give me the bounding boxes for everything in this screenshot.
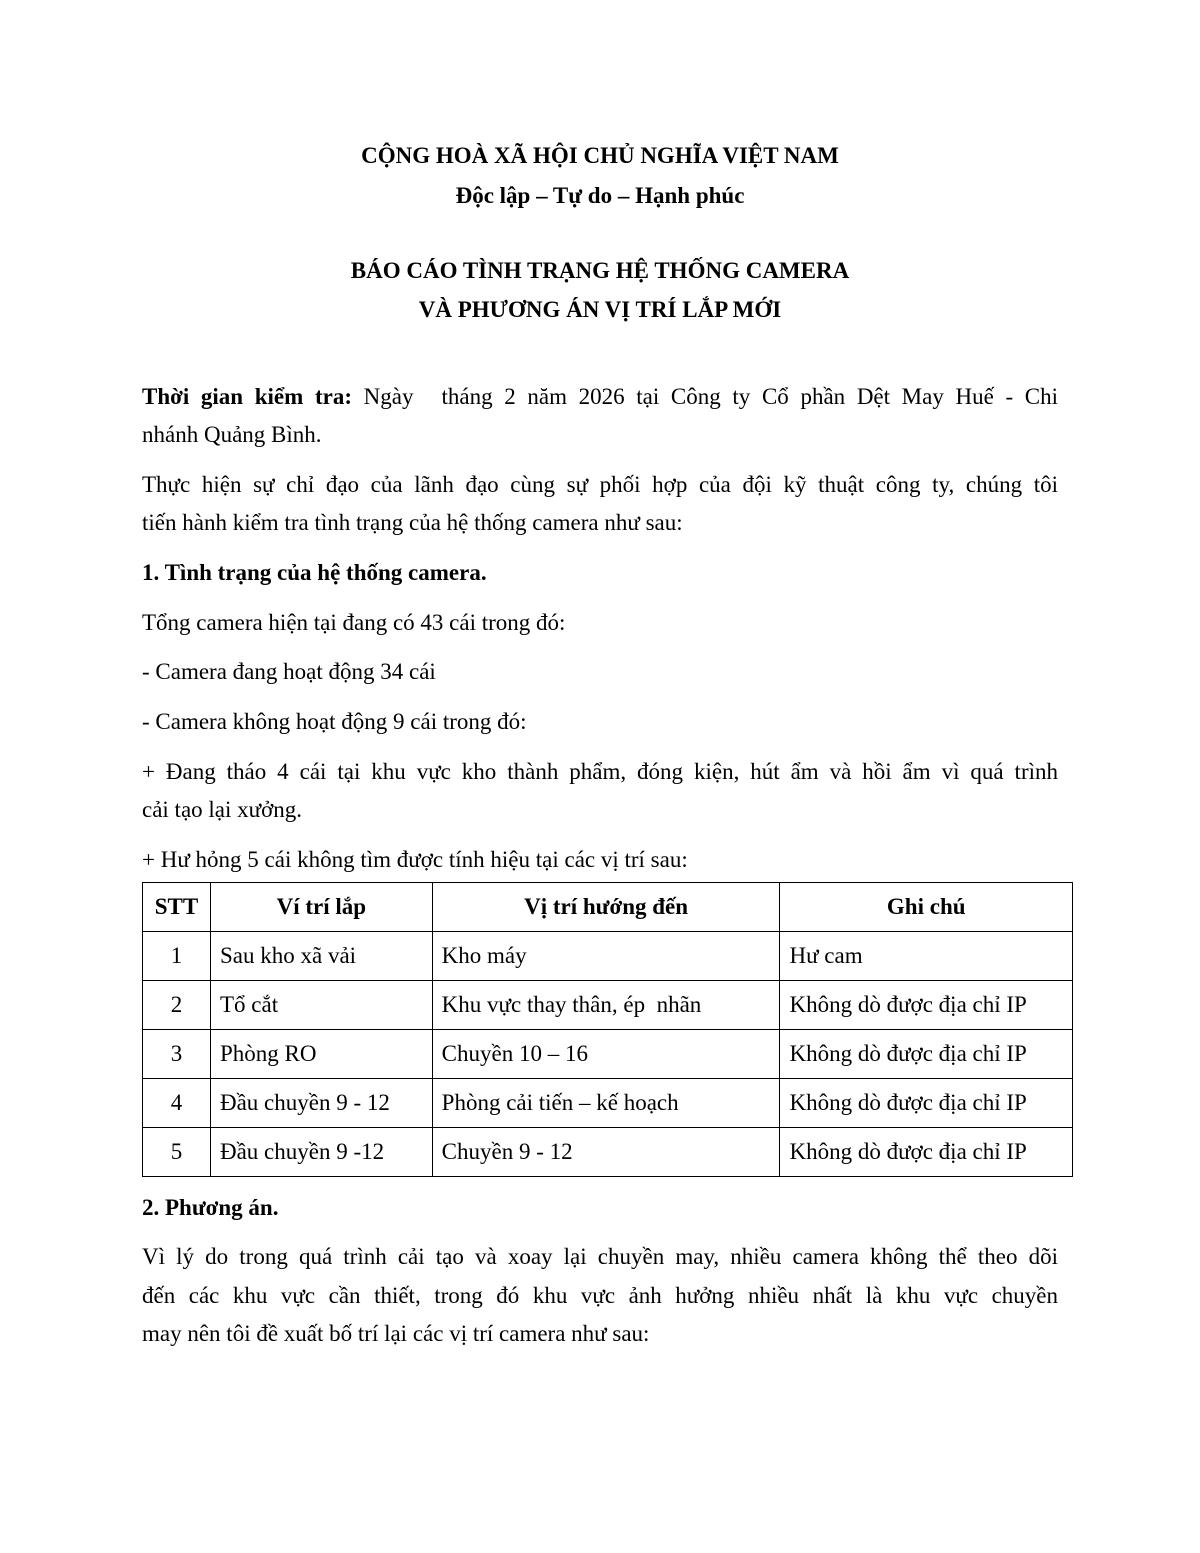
camera-total: Tổng camera hiện tại đang có 43 cái trong đó: xyxy=(142,610,566,635)
report-title-line-2: VÀ PHƯƠNG ÁN VỊ TRÍ LẮP MỚI xyxy=(418,297,782,322)
cell-stt: 1 xyxy=(143,932,211,981)
header-stt: STT xyxy=(143,883,211,932)
cell-note: Không dò được địa chỉ IP xyxy=(780,981,1073,1030)
inspection-label: Thời gian kiểm tra: xyxy=(142,384,352,409)
cell-install-location: Tổ cắt xyxy=(210,981,432,1030)
inspection-line-1 xyxy=(142,378,1058,416)
cell-stt: 2 xyxy=(143,981,211,1030)
national-title: CỘNG HOÀ XÃ HỘI CHỦ NGHĨA VIỆT NAM xyxy=(361,143,839,168)
inspection-line-2: nhánh Quảng Bình. xyxy=(142,422,322,447)
cell-target-location: Phòng cải tiến – kế hoạch xyxy=(432,1079,780,1128)
camera-inactive: - Camera không hoạt động 9 cái trong đó: xyxy=(142,709,527,734)
cell-target-location: Chuyền 9 - 12 xyxy=(432,1128,780,1177)
national-motto: Độc lập – Tự do – Hạnh phúc xyxy=(455,183,745,208)
cell-stt: 3 xyxy=(143,1030,211,1079)
cell-target-location: Kho máy xyxy=(432,932,780,981)
cell-install-location: Phòng RO xyxy=(210,1030,432,1079)
plan-line-3: may nên tôi đề xuất bố trí lại các vị trí camera như sau: xyxy=(142,1321,650,1346)
table-row xyxy=(143,1079,1073,1128)
plan-line-1: Vì lý do trong quá trình cải tạo và xoay lại chuyền may, nhiều camera không thể theo dõi xyxy=(142,1244,1058,1269)
cell-target-location: Khu vực thay thân, ép nhãn xyxy=(432,981,780,1030)
table-header-row xyxy=(143,883,1073,932)
table-row xyxy=(143,1128,1073,1177)
header-note: Ghi chú xyxy=(780,883,1073,932)
cell-stt: 5 xyxy=(143,1128,211,1177)
camera-removed-line-1: + Đang tháo 4 cái tại khu vực kho thành phẩm, đóng kiện, hút ẩm và hồi ẩm vì quá trình xyxy=(142,759,1058,784)
camera-removed-line-2: cải tạo lại xưởng. xyxy=(142,797,303,822)
section-1-heading: 1. Tình trạng của hệ thống camera. xyxy=(142,560,487,585)
header-target-location: Vị trí hướng đến xyxy=(432,883,780,932)
cell-install-location: Đầu chuyền 9 - 12 xyxy=(210,1079,432,1128)
table-row xyxy=(143,1030,1073,1079)
cell-note: Không dò được địa chỉ IP xyxy=(780,1128,1073,1177)
report-title-line-1: BÁO CÁO TÌNH TRẠNG HỆ THỐNG CAMERA xyxy=(350,258,850,283)
camera-broken: + Hư hỏng 5 cái không tìm được tính hiệu tại các vị trí sau: xyxy=(142,847,688,872)
section-2-heading: 2. Phương án. xyxy=(142,1195,279,1220)
cell-note: Hư cam xyxy=(780,932,1073,981)
cell-note: Không dò được địa chỉ IP xyxy=(780,1079,1073,1128)
header-install-location: Ví trí lắp xyxy=(210,883,432,932)
table-row xyxy=(143,932,1073,981)
cell-note: Không dò được địa chỉ IP xyxy=(780,1030,1073,1079)
cell-install-location: Sau kho xã vải xyxy=(210,932,432,981)
cell-stt: 4 xyxy=(143,1079,211,1128)
broken-camera-table xyxy=(142,882,1073,1177)
intro-line-1: Thực hiện sự chỉ đạo của lãnh đạo cùng sự phối hợp của đội kỹ thuật công ty, chúng tôi xyxy=(142,472,1058,497)
plan-line-2: đến các khu vực cần thiết, trong đó khu vực ảnh hưởng nhiều nhất là khu vực chuyền xyxy=(142,1283,1058,1308)
inspection-date-location: tháng 2 năm 2026 tại Công ty Cổ phần Dệt May Huế - Chi xyxy=(441,384,1059,409)
table-row xyxy=(143,981,1073,1030)
intro-line-2: tiến hành kiểm tra tình trạng của hệ thống camera như sau: xyxy=(142,510,683,535)
inspection-day: Ngày xyxy=(363,384,414,409)
cell-target-location: Chuyền 10 – 16 xyxy=(432,1030,780,1079)
cell-install-location: Đầu chuyền 9 -12 xyxy=(210,1128,432,1177)
camera-active: - Camera đang hoạt động 34 cái xyxy=(142,659,436,684)
